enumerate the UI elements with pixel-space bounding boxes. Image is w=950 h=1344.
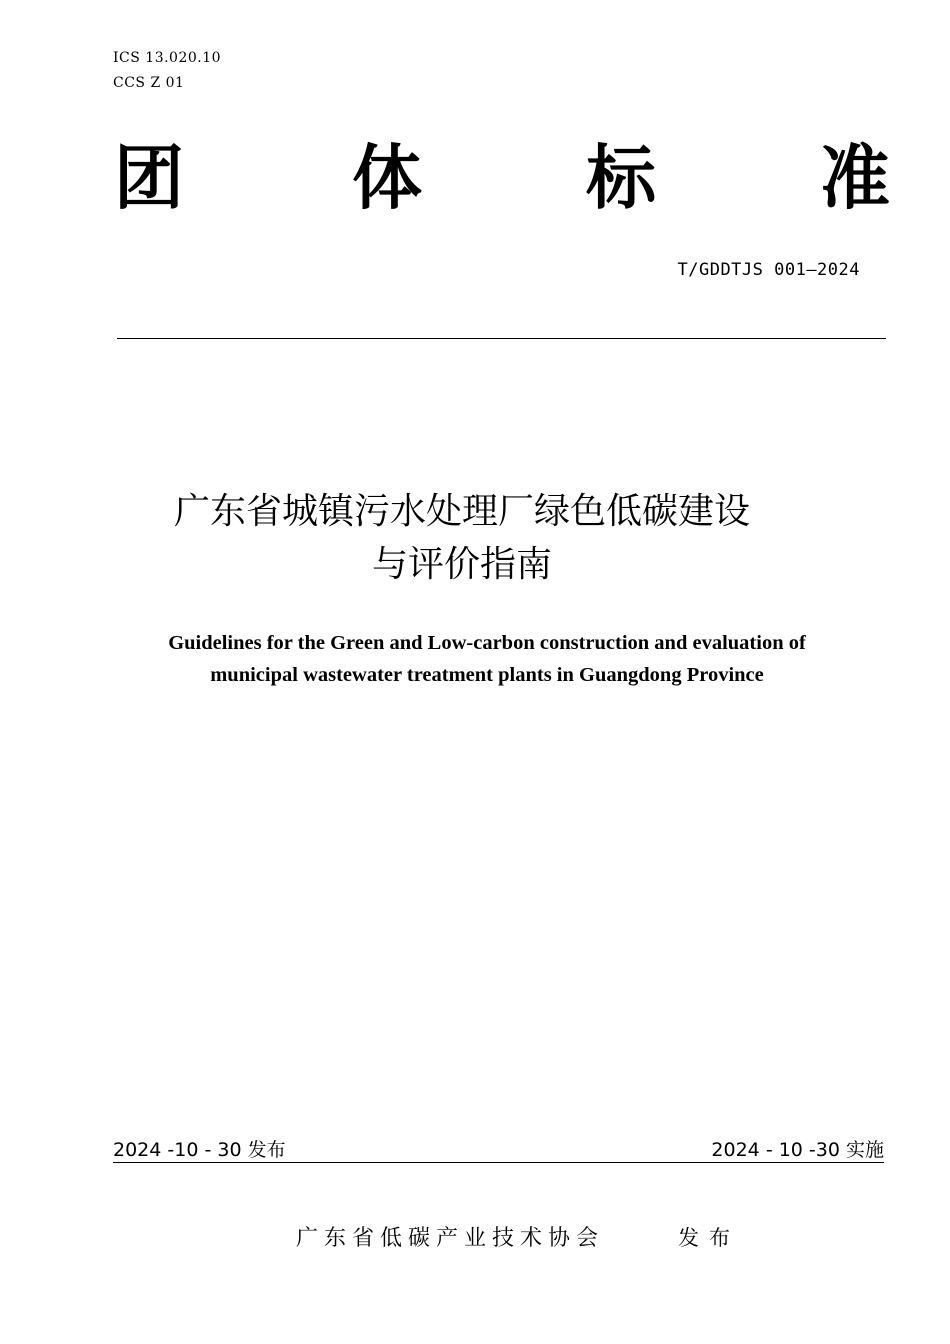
- standard-type-char-2: 体: [352, 137, 422, 219]
- standard-type-char-1: 团: [114, 137, 184, 219]
- release-date: 2024 -10 - 30 发布: [113, 1139, 286, 1161]
- publisher-name: 广东省低碳产业技术协会: [296, 1226, 605, 1251]
- standard-type-char-3: 标: [586, 137, 656, 219]
- header-divider: [117, 338, 886, 339]
- title-en-line-2: municipal wastewater treatment plants in Guangdong Province: [210, 664, 764, 686]
- standard-number: T/GDDTJS 001—2024: [677, 260, 860, 280]
- title-cn-line-1: 广东省城镇污水处理厂绿色低碳建设: [173, 491, 750, 532]
- publish-label: 发布: [678, 1226, 740, 1250]
- title-en-line-1: Guidelines for the Green and Low-carbon construction and evaluation of: [168, 632, 806, 654]
- ics-code: ICS 13.020.10: [113, 50, 222, 66]
- title-cn-line-2: 与评价指南: [371, 544, 552, 585]
- ccs-code: CCS Z 01: [113, 75, 185, 91]
- standard-type-char-4: 准: [820, 137, 890, 219]
- implementation-date: 2024 - 10 -30 实施: [711, 1139, 884, 1161]
- footer-divider: [113, 1162, 884, 1163]
